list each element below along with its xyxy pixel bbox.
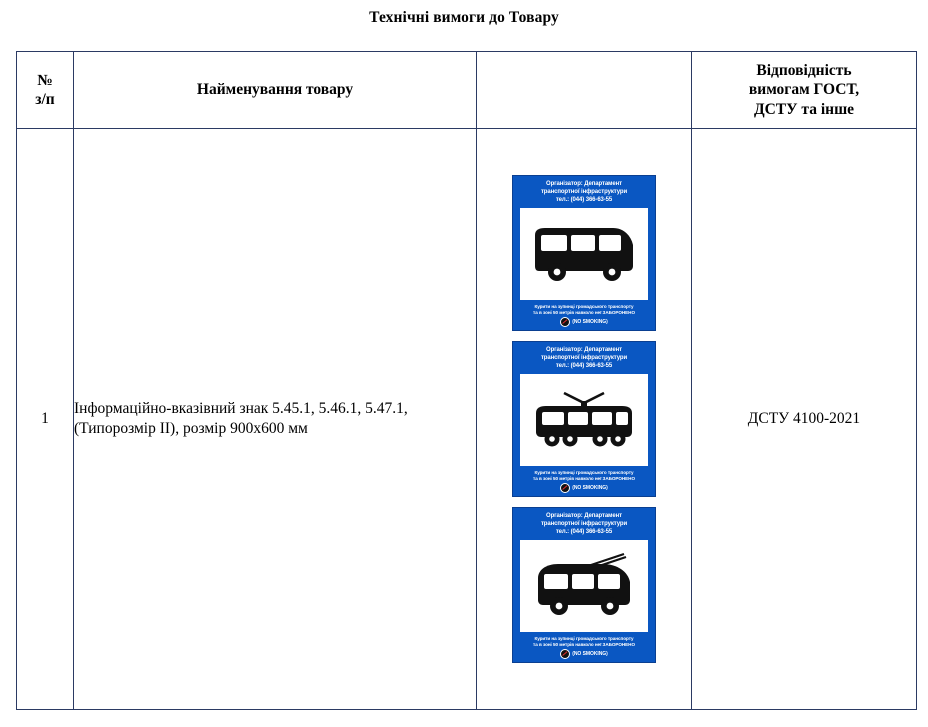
sign-bus-footer-line2b: ЗАБОРОНЕНО — [602, 309, 635, 315]
sign-tram-pictogram-area — [520, 374, 648, 466]
sign-tram-header-line2: транспортної інфраструктури — [540, 354, 628, 361]
page-title: Технічні вимоги до Товару — [369, 9, 559, 26]
column-header-standard-line1: Відповідність — [756, 61, 852, 79]
sign-trolleybus-header-line1: Організатор: Департамент — [546, 513, 622, 520]
sign-bus-header-line2: транспортної інфраструктури — [540, 188, 628, 195]
no-smoking-icon — [560, 649, 570, 659]
sign-tram-header-line3: тел.: (044) 366-63-55 — [555, 362, 613, 369]
sign-bus-footer-line3: (NO SMOKING) — [572, 318, 608, 325]
technical-requirements-table — [16, 51, 917, 710]
column-header-number — [17, 52, 74, 129]
sign-tram — [512, 341, 656, 497]
sign-trolleybus-header-line2: транспортної інфраструктури — [540, 520, 628, 527]
sign-trolleybus-header-line3: тел.: (044) 366-63-55 — [555, 528, 613, 535]
sign-bus-header-line1: Організатор: Департамент — [546, 180, 622, 187]
sign-trolleybus-no-smoking — [518, 649, 650, 659]
sign-tram-footer — [518, 470, 650, 493]
sign-tram-footer-line1: Курити на зупинці громадського транспорту — [534, 469, 634, 475]
tram-icon — [528, 389, 640, 451]
row-product-name: Інформаційно-вказівний знак 5.45.1, 5.46.1, 5.47.1, (Типорозмір ІІ), розмір 900х600 мм — [74, 129, 477, 710]
column-header-image — [477, 52, 692, 129]
bus-icon — [529, 223, 639, 285]
sign-trolleybus-footer — [518, 636, 650, 659]
sign-tram-header-line1: Організатор: Департамент — [546, 346, 622, 353]
sign-tram-footer-line2 — [518, 476, 650, 482]
sign-trolleybus-header — [518, 513, 650, 537]
no-smoking-icon — [560, 483, 570, 493]
table-header — [17, 52, 917, 129]
sign-trolleybus-footer-line3: (NO SMOKING) — [572, 650, 608, 657]
trolleybus-icon — [528, 552, 640, 620]
sign-bus-footer-line2a: та в зоні 50 метрів навколо неї — [533, 309, 602, 315]
sign-tram-footer-line2b: ЗАБОРОНЕНО — [602, 475, 635, 481]
row-number: 1 — [17, 129, 74, 710]
sign-trolleybus-footer-line2 — [518, 642, 650, 648]
sign-bus-footer-line1: Курити на зупинці громадського транспорту — [534, 303, 634, 309]
column-header-number-line2: з/п — [35, 91, 55, 108]
sign-bus-pictogram-area — [520, 208, 648, 300]
sign-trolleybus-footer-line2a: та в зоні 50 метрів навколо неї — [533, 641, 602, 647]
table-body — [17, 129, 917, 710]
column-header-standard-line2: вимогам ГОСТ, — [748, 81, 860, 99]
sign-bus-header — [518, 181, 650, 205]
no-smoking-icon — [560, 317, 570, 327]
sign-bus — [512, 175, 656, 331]
column-header-name: Найменування товару — [74, 52, 477, 129]
sign-tram-no-smoking — [518, 483, 650, 493]
sign-tram-header — [518, 347, 650, 371]
sign-bus-header-line3: тел.: (044) 366-63-55 — [555, 196, 613, 203]
sign-trolleybus-footer-line1: Курити на зупинці громадського транспорту — [534, 635, 634, 641]
sign-bus-no-smoking — [518, 317, 650, 327]
table-header-row — [17, 52, 917, 129]
column-header-number-line1: № — [37, 71, 53, 89]
sign-trolleybus — [512, 507, 656, 663]
column-header-standard — [692, 52, 917, 129]
sign-trolleybus-footer-line2b: ЗАБОРОНЕНО — [602, 641, 635, 647]
sign-tram-footer-line2a: та в зоні 50 метрів навколо неї — [533, 475, 602, 481]
sign-tram-footer-line3: (NO SMOKING) — [572, 484, 608, 491]
sign-stack — [477, 175, 691, 663]
sign-bus-footer-line2 — [518, 310, 650, 316]
sign-bus-footer — [518, 304, 650, 327]
column-header-standard-line3: ДСТУ та інше — [753, 100, 855, 118]
table-row — [17, 129, 917, 710]
row-standard: ДСТУ 4100-2021 — [692, 129, 917, 710]
row-product-images — [477, 129, 692, 710]
sign-trolleybus-pictogram-area — [520, 540, 648, 632]
